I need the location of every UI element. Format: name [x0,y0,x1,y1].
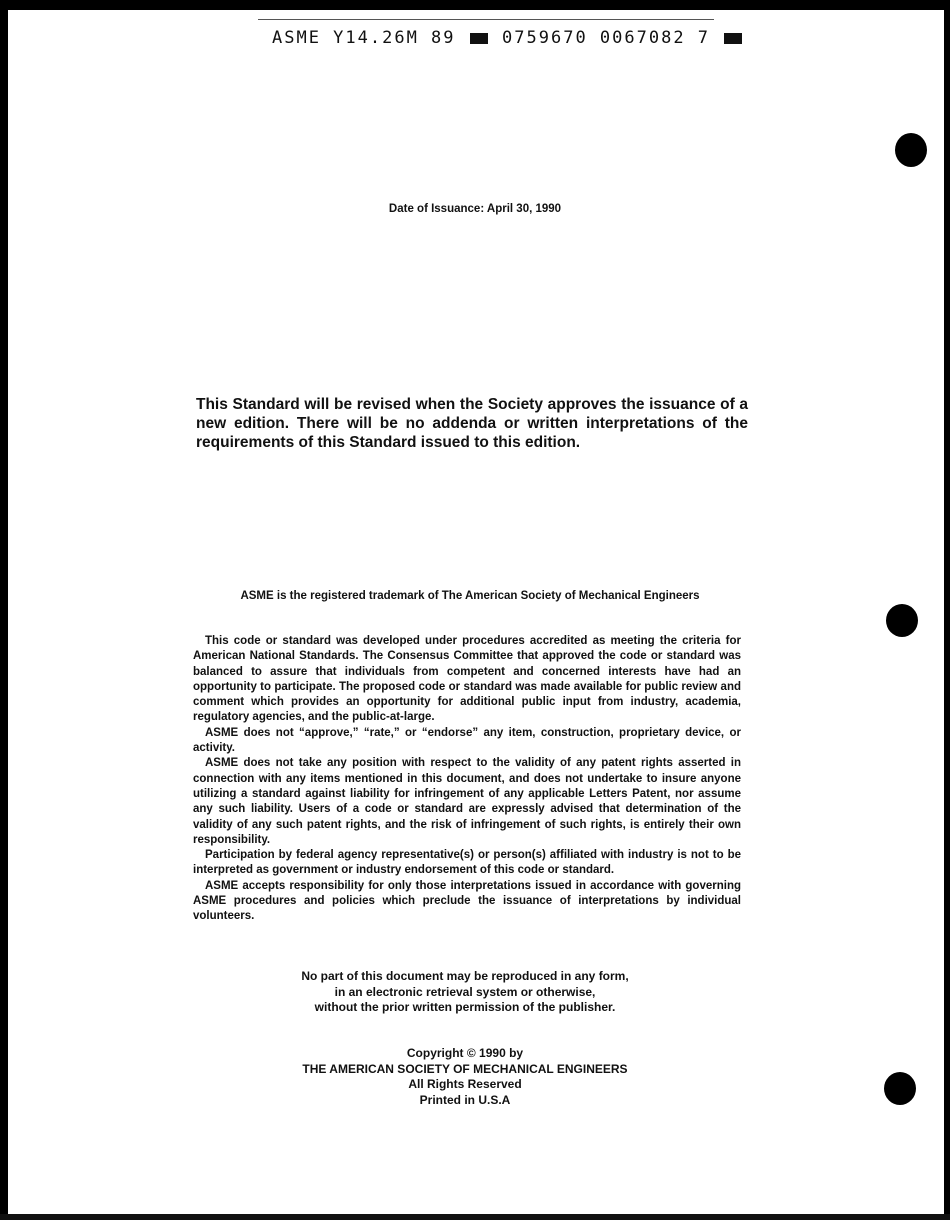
trademark-notice: ASME is the registered trademark of The American Society of Mechanical Engineers [240,590,700,602]
document-control-code [272,28,744,48]
disclaimer-paragraph: ASME does not take any position with respect to the validity of any patent rights asserted in connection with any items mentioned in this document, and does not undertake to insure anyone utilizing a standard against liability for infringement of any applicable Letters Patent, nor assume any such liability. Users of a code or standard are expressly advised that determination of the validity of any such patent rights, and the risk of infringement of such rights, is entirely their own responsibility. [193,757,741,846]
header-rule [258,19,714,20]
copyright-holder: THE AMERICAN SOCIETY OF MECHANICAL ENGINEERS [302,1061,628,1076]
control-code-right: 0759670 0067082 7 [502,28,711,48]
redaction-block-icon [724,33,742,44]
reproduction-line: No part of this document may be reproduced in any form, [301,969,629,983]
reproduction-notice [0,969,930,1016]
rights-reserved: All Rights Reserved [408,1077,522,1091]
copyright-line: Copyright © 1990 by [406,1046,524,1060]
punch-hole-icon [886,604,918,637]
disclaimer-paragraph: ASME accepts responsibility for only those interpretations issued in accordance with governing ASME procedures and policies which preclude the issuance of interpretations by individual volunteers. [193,879,741,923]
date-of-issuance: Date of Issuance: April 30, 1990 [388,203,562,215]
copyright-block [0,1046,930,1108]
scan-edge-top [0,0,950,10]
reproduction-line: in an electronic retrieval system or otherwise, [334,984,596,999]
scan-edge-bottom [0,1214,950,1220]
scan-edge-left [0,0,8,1220]
legal-disclaimer [193,634,741,925]
reproduction-line: without the prior written permission of the publisher. [314,1000,616,1014]
printed-in: Printed in U.S.A [419,1092,511,1107]
disclaimer-paragraph: ASME does not “approve,” “rate,” or “endorse” any item, construction, proprietary device, or activity. [193,726,741,755]
disclaimer-paragraph: This code or standard was developed under procedures accredited as meeting the criteria for American National Standards. The Consensus Committee that approved the code or standard was balanced to assure that individuals from competent and concerned interests have had an opportunity to participate. The proposed code or standard was made available for public review and comment which provides an opportunity for additional public input from industry, academia, regulatory agencies, and the public-at-large. [193,635,741,724]
redaction-block-icon [470,33,488,44]
punch-hole-icon [895,133,927,167]
disclaimer-paragraph: Participation by federal agency representative(s) or person(s) affiliated with industry is not to be interpreted as government or industry endorsement of this code or standard. [193,849,741,877]
control-code-left: ASME Y14.26M 89 [272,28,456,48]
scan-edge-right [944,0,950,1220]
revision-notice: This Standard will be revised when the Society approves the issuance of a new edition. There will be no addenda or written interpretations of the requirements of this Standard issued to this edition. [196,396,748,451]
